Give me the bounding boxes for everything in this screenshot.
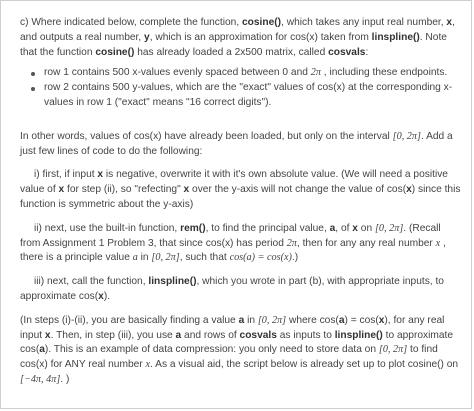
overview-paragraph: In other words, values of cos(x) have already been loaded, but only on the interval [0, 2π]. Add a just few lines of code to do the following: (20, 130, 453, 157)
step-2: ii) next, use the built-in function, rem(), to find the principal value, a, of x on [0, 2π]. (Recall from Assignment 1 Problem 3, that since cos(x) has period 2π, then for any any real number x , there is a principle value a in [0, 2π], such that cos(a) = cos(x).) (20, 222, 446, 264)
rows-list (20, 66, 462, 110)
matrix-name: cosvals (328, 46, 366, 58)
text: . Note that the function (20, 31, 447, 58)
step-3: iii) next, call the function, linspline(), which you wrote in part (b), with appropriate inputs, to approximate cos(x). (20, 276, 444, 302)
step-1: i) first, if input x is negative, overwrite it with it's own absolute value. (We will need a positive value of x for step (ii), so "refecting" x over the y-axis will not change the value of cos(x) since this function is symmetric about the y-axis) (20, 169, 461, 210)
function-name: cosine() (95, 46, 135, 58)
function-name: linspline() (371, 31, 420, 43)
text: , and outputs a real number, (20, 17, 455, 43)
text: , which takes any input real number, (281, 17, 447, 28)
text: : (365, 46, 369, 58)
function-name: cosine() (241, 17, 282, 28)
math: 2π (310, 67, 321, 79)
math: [0, 2π] (392, 130, 421, 142)
var-y: y (144, 31, 150, 43)
problem-text (20, 16, 462, 388)
list-item: row 2 contains 500 y-values, which are the "exact" values of cos(x) at the corresponding x-values in row 1 ("exact" means "16 correct digits"). (44, 81, 462, 111)
intro-paragraph (20, 16, 462, 60)
summary-paragraph: (In steps (i)-(ii), you are basically finding a value a in [0, 2π] where cos(a) = cos(x), for any real input x. Then, in step (iii), you use a and rows of cosvals as inputs to linspline() to approximate cos(a). This is an example of data compression: you only need to store data on [0, 2π] to find cos(x) for ANY real number x. As a visual aid, the script below is already set up to plot cosine() on [−4π, 4π]. ) (20, 314, 459, 385)
var-x: x (446, 17, 453, 28)
list-item: row 1 contains 500 x-values evenly spaced between 0 and 2π , including these endpoints. (44, 66, 462, 81)
text: , which is an approximation for cos(x) taken from (149, 31, 372, 43)
text: c) Where indicated below, complete the function, (20, 17, 242, 28)
text: has already loaded a 2x500 matrix, called (134, 46, 329, 58)
